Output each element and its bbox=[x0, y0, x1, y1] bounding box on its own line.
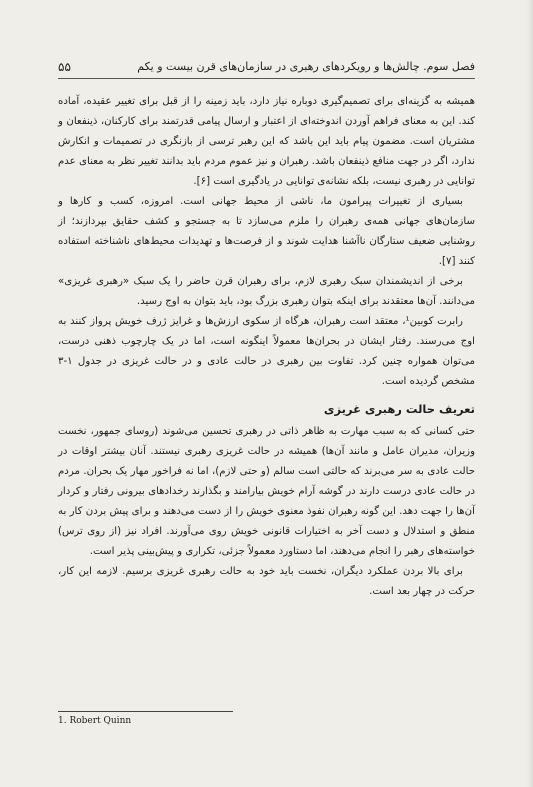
chapter-title: فصل سوم. چالش‌ها و رویکردهای رهبری در سازمان‌های قرن بیست و یکم bbox=[137, 60, 475, 73]
paragraph-2: بسیاری از تغییرات پیرامون ما، ناشی از محیط جهانی است. امروزه، کسب و کارها و سازمان‌های جهانی همه‌ی رهبران را ملزم می‌سازد تا به جستجو و کشف حقایق بپردازند؛ از روشنایی ضعیف ستارگان ناآشنا هدایت شوند و از فرصت‌ها و تهدیدات محیط‌های ناشناخته استفاده کنند [۷]. bbox=[58, 196, 475, 267]
footnote: 1. Robert Quinn bbox=[58, 716, 132, 726]
paragraph-1: همیشه به گزینه‌ای برای تصمیم‌گیری دوباره نیاز دارد، باید زمینه را از قبل برای تغییر عقیده، آماده کند. این به معنای فراهم آوردن اندوخته‌ای از اعتبار و ارسال پیامی قدرتمند برای کارکنان، ذینفعان و مشتریان است. مضمون پیام باید این باشد که این رهبر ترسی از بازنگری در تصمیمات و انکارش ندارد، اگر در جهت منافع ذینفعان باشد. رهبران و نیز عموم مردم باید بدانند تغییر نظر به معنای عدم توانایی در رهبری نیست، بلکه نشانه‌ی توانایی در یادگیری است [۶]. bbox=[58, 96, 475, 187]
section-paragraph-1: حتی کسانی که به سبب مهارت به ظاهر ذاتی در رهبری تحسین می‌شوند (روسای جمهور، نخست وزیران، مدیران عامل و مانند آن‌ها) همیشه در حالت غریزی رهبری نیستند. آنان بیشتر اوقات در حالت عادی به سر می‌برند که حالتی است سالم (و حتی لازم)، اما نه فراخور مهار یک بحران. مردم در حالت عادی درست دارند در گوشه آرام خویش بیارامند و بگذارند رخدادهای بیرونی رفتار و کردار آن‌ها را جهت دهد. این گونه رهبران نفوذ معنوی خویش را از دست می‌دهند و برای پیش بردن کار به منطق و استدلال و دست آخر به اختیارات قانونی خویش روی می‌آورند. افراد نیز (از روی ترس) خواسته‌های رهبر را انجام می‌دهند، اما دستاورد معمولاً جزئی، تکراری و پیش‌بینی پذیر است. bbox=[58, 426, 475, 557]
section-heading: تعریف حالت رهبری غریزی bbox=[323, 402, 475, 416]
footnote-divider bbox=[58, 711, 233, 712]
paragraph-4: رابرت کوبین¹، معتقد است رهبران، هرگاه از سکوی ارزش‌ها و غرایز ژرف خویش پرواز کنند به اوج می‌رسند. رفتار ایشان در بحران‌ها معمولاً اینگونه است، اما در یک چارچوب ذهنی درست، می‌توان همواره چنین کرد. تفاوت بین رهبری در حالت عادی و در حالت غریزی در جدول ۱-۳ مشخص گردیده است. bbox=[58, 316, 475, 387]
page-number: ۵۵ bbox=[58, 60, 71, 74]
body-text bbox=[58, 92, 475, 602]
section-paragraph-2: برای بالا بردن عملکرد دیگران، نخست باید خود به حالت رهبری غریزی برسیم. لازمه این کار، حرکت در چهار بعد است. bbox=[58, 566, 475, 597]
running-header bbox=[58, 56, 475, 79]
paragraph-3: برخی از اندیشمندان سبک رهبری لازم، برای رهبران قرن حاضر را یک سبک «رهبری غریزی» می‌دانند. آن‌ها معتقدند برای اینکه بتوان رهبری بزرگ بود، باید بتوان به اوج رسید. bbox=[58, 276, 475, 307]
page-edge-shadow bbox=[527, 0, 533, 787]
